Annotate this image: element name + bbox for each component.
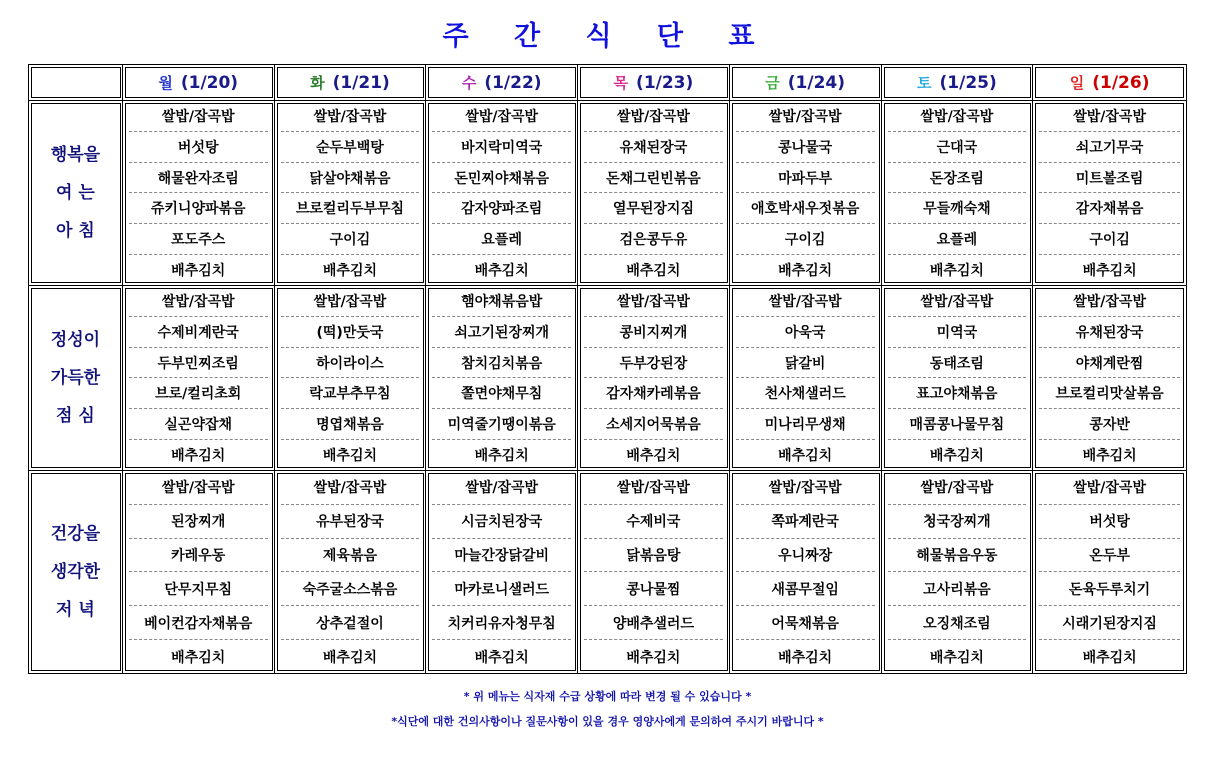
menu-item: 브로컬리두부무침 <box>281 193 420 224</box>
menu-item: 아욱국 <box>736 317 875 348</box>
menu-item: 배추김치 <box>322 448 377 465</box>
menu-item: 콩나물국 <box>736 132 875 163</box>
menu-item: 브로/컬리초회 <box>129 378 268 409</box>
meal-label-line: 아 침 <box>56 221 95 241</box>
day-header <box>1033 65 1186 100</box>
menu-item: 유부된장국 <box>281 505 420 539</box>
menu-item: 구이김 <box>736 224 875 255</box>
menu-item: 쌀밥/잡곡밥 <box>888 101 1027 132</box>
day-date: (1/21) <box>332 72 390 93</box>
day-menu-column <box>426 101 578 285</box>
meal-label-line: 가득한 <box>50 368 101 388</box>
menu-item: 닭갈비 <box>736 348 875 379</box>
menu-item: 배추김치 <box>626 649 681 666</box>
day-date: (1/26) <box>1092 72 1150 93</box>
menu-item: 새콤무절임 <box>736 572 875 606</box>
menu-item: 쌀밥/잡곡밥 <box>129 286 268 317</box>
day-header <box>730 65 882 100</box>
day-header <box>123 65 275 100</box>
day-menu-column <box>275 471 427 673</box>
menu-item: 근대국 <box>888 132 1027 163</box>
day-header <box>275 65 427 100</box>
menu-item: 배추김치 <box>929 649 984 666</box>
day-icon: 화 <box>310 74 325 92</box>
menu-item: 닭살야채볶음 <box>281 163 420 194</box>
menu-item: 구이김 <box>281 224 420 255</box>
day-icon: 금 <box>765 74 780 92</box>
menu-item: 쌀밥/잡곡밥 <box>736 286 875 317</box>
menu-item: 미역줄기땡이볶음 <box>432 409 571 440</box>
menu-item: 배추김치 <box>322 649 377 666</box>
day-menu-column <box>1033 471 1186 673</box>
day-menu-column <box>426 471 578 673</box>
menu-item: 쌀밥/잡곡밥 <box>584 286 723 317</box>
day-date: (1/24) <box>787 72 846 93</box>
breakfast-section <box>29 101 1186 286</box>
meal-label-line: 여 는 <box>56 183 95 203</box>
menu-item: 카레우동 <box>129 539 268 573</box>
menu-item: 포도주스 <box>129 224 268 255</box>
notice-change: * 위 메뉴는 식자재 수급 상황에 따라 변경 될 수 있습니다 * <box>463 690 752 703</box>
menu-item: 제육볶음 <box>281 539 420 573</box>
day-menu-column <box>123 471 275 673</box>
day-menu-column <box>1033 286 1186 470</box>
menu-item: 감자채카레볶음 <box>584 378 723 409</box>
menu-item: 돈채그린빈볶음 <box>584 163 723 194</box>
menu-item: 바지락미역국 <box>432 132 571 163</box>
menu-item: 쌀밥/잡곡밥 <box>1039 101 1180 132</box>
menu-item: 햄야채볶음밥 <box>432 286 571 317</box>
menu-item: 배추김치 <box>626 448 681 465</box>
menu-item: 수제비국 <box>584 505 723 539</box>
meal-label-text <box>51 321 100 435</box>
menu-item: 소세지어묵볶음 <box>584 409 723 440</box>
menu-item: 무들깨숙채 <box>888 193 1027 224</box>
meal-label-text <box>51 515 100 629</box>
menu-item: 해물완자조림 <box>129 163 268 194</box>
menu-item: 배추김치 <box>929 263 984 280</box>
lunch-section <box>29 286 1186 471</box>
menu-item: 시금치된장국 <box>432 505 571 539</box>
menu-item: 어묵채볶음 <box>736 606 875 640</box>
dinner-section <box>29 471 1186 673</box>
menu-item: 배추김치 <box>778 263 833 280</box>
menu-item: 애호박새우젓볶음 <box>736 193 875 224</box>
meal-label-line: 정성이 <box>50 330 101 350</box>
day-icon: 토 <box>917 74 932 92</box>
menu-item: 쌀밥/잡곡밥 <box>1039 286 1180 317</box>
day-menu-column <box>426 286 578 470</box>
menu-item: 해물볶음우동 <box>888 539 1027 573</box>
corner-cell <box>29 65 123 100</box>
menu-item: 쪽파계란국 <box>736 505 875 539</box>
menu-item: 감자양파조림 <box>432 193 571 224</box>
menu-item: 표고야채볶음 <box>888 378 1027 409</box>
day-menu-column <box>882 471 1034 673</box>
day-menu-column <box>275 101 427 285</box>
menu-item: 쇠고기된장찌개 <box>432 317 571 348</box>
menu-item: 배추김치 <box>1082 649 1137 666</box>
menu-item: 콩자반 <box>1039 409 1180 440</box>
menu-item: 치커리유자청무침 <box>432 606 571 640</box>
meal-label-line: 행복을 <box>50 145 101 165</box>
day-menu-column <box>578 101 730 285</box>
menu-item: 배추김치 <box>1082 263 1137 280</box>
day-icon: 일 <box>1069 74 1085 92</box>
day-date: (1/25) <box>939 72 997 93</box>
menu-item: 쌀밥/잡곡밥 <box>584 101 723 132</box>
meal-label <box>29 101 123 285</box>
page-title: 주 간 식 단 표 <box>442 21 773 52</box>
menu-item: 마파두부 <box>736 163 875 194</box>
meal-label-line: 생각한 <box>50 562 101 582</box>
day-menu-column <box>275 286 427 470</box>
menu-item: 유채된장국 <box>584 132 723 163</box>
menu-item: 쫄면야채무침 <box>432 378 571 409</box>
menu-item: 배추김치 <box>171 263 226 280</box>
menu-item: 구이김 <box>1039 224 1180 255</box>
day-icon: 월 <box>158 74 173 92</box>
day-menu-column <box>1033 101 1186 285</box>
menu-item: 실곤약잡채 <box>129 409 268 440</box>
menu-item: 배추김치 <box>171 448 226 465</box>
day-menu-column <box>578 471 730 673</box>
menu-item: 쌀밥/잡곡밥 <box>584 471 723 505</box>
menu-item: 쌀밥/잡곡밥 <box>432 471 571 505</box>
menu-item: 배추김치 <box>474 448 529 465</box>
menu-item: 양배추샐러드 <box>584 606 723 640</box>
menu-item: 쇠고기무국 <box>1039 132 1180 163</box>
menu-item: 돈민찌야채볶음 <box>432 163 571 194</box>
menu-item: 된장찌개 <box>129 505 268 539</box>
menu-item: 숙주굴소스볶음 <box>281 572 420 606</box>
day-menu-column <box>730 286 882 470</box>
menu-item: 배추김치 <box>1082 448 1137 465</box>
menu-item: 브로컬리맛살볶음 <box>1039 378 1180 409</box>
meal-label-text <box>51 136 100 250</box>
menu-item: 돈장조림 <box>888 163 1027 194</box>
menu-item: 쌀밥/잡곡밥 <box>129 471 268 505</box>
menu-item: 요플레 <box>432 224 571 255</box>
menu-item: 수제비계란국 <box>129 317 268 348</box>
meal-label-line: 저 녁 <box>56 600 95 620</box>
day-menu-column <box>123 286 275 470</box>
menu-item: 시래기된장지짐 <box>1039 606 1180 640</box>
day-date: (1/22) <box>484 72 542 93</box>
day-date: (1/23) <box>636 72 694 93</box>
menu-item: 미나리무생채 <box>736 409 875 440</box>
menu-item: 유채된장국 <box>1039 317 1180 348</box>
menu-item: 배추김치 <box>778 649 833 666</box>
menu-item: 베이컨감자채볶음 <box>129 606 268 640</box>
menu-item: 돈육두루치기 <box>1039 572 1180 606</box>
menu-item: 배추김치 <box>474 263 529 280</box>
menu-item: 미트볼조림 <box>1039 163 1180 194</box>
day-icon: 목 <box>613 74 629 92</box>
menu-item: 배추김치 <box>322 263 377 280</box>
menu-item: 마카로니샐러드 <box>432 572 571 606</box>
menu-item: 우니짜장 <box>736 539 875 573</box>
menu-item: 두부강된장 <box>584 348 723 379</box>
day-header <box>426 65 578 100</box>
menu-item: 쌀밥/잡곡밥 <box>1039 471 1180 505</box>
menu-item: 배추김치 <box>929 448 984 465</box>
menu-item: 하이라이스 <box>281 348 420 379</box>
menu-item: 쌀밥/잡곡밥 <box>888 471 1027 505</box>
day-menu-column <box>123 101 275 285</box>
weekly-menu-table <box>28 64 1187 674</box>
day-menu-column <box>730 101 882 285</box>
menu-item: 고사리볶음 <box>888 572 1027 606</box>
menu-item: 상추겉절이 <box>281 606 420 640</box>
menu-item: 열무된장지짐 <box>584 193 723 224</box>
day-icon: 수 <box>461 74 477 92</box>
menu-item: 쥬키니양파볶음 <box>129 193 268 224</box>
menu-item: 야채계란찜 <box>1039 348 1180 379</box>
menu-item: 쌀밥/잡곡밥 <box>736 471 875 505</box>
menu-item: 순두부백탕 <box>281 132 420 163</box>
menu-item: 단무지무침 <box>129 572 268 606</box>
menu-item: 두부민찌조림 <box>129 348 268 379</box>
menu-item: 동태조림 <box>888 348 1027 379</box>
meal-label <box>29 471 123 673</box>
menu-item: 버섯탕 <box>1039 505 1180 539</box>
menu-item: 검은콩두유 <box>584 224 723 255</box>
day-menu-column <box>882 101 1034 285</box>
menu-item: 배추김치 <box>778 448 833 465</box>
menu-item: 명엽채볶음 <box>281 409 420 440</box>
day-date: (1/20) <box>180 72 239 93</box>
menu-item: 콩나물찜 <box>584 572 723 606</box>
menu-item: 버섯탕 <box>129 132 268 163</box>
menu-item: 쌀밥/잡곡밥 <box>129 101 268 132</box>
day-menu-column <box>578 286 730 470</box>
menu-item: 쌀밥/잡곡밥 <box>432 101 571 132</box>
menu-item: 배추김치 <box>171 649 226 666</box>
day-header <box>578 65 730 100</box>
day-menu-column <box>882 286 1034 470</box>
menu-item: 천사채샐러드 <box>736 378 875 409</box>
menu-item: 온두부 <box>1039 539 1180 573</box>
menu-item: 미역국 <box>888 317 1027 348</box>
menu-item: (떡)만둣국 <box>281 317 420 348</box>
menu-item: 쌀밥/잡곡밥 <box>281 471 420 505</box>
menu-item: 쌀밥/잡곡밥 <box>888 286 1027 317</box>
menu-item: 쌀밥/잡곡밥 <box>281 101 420 132</box>
menu-item: 배추김치 <box>474 649 529 666</box>
meal-label <box>29 286 123 470</box>
day-menu-column <box>730 471 882 673</box>
menu-item: 배추김치 <box>626 263 681 280</box>
menu-item: 락교부추무침 <box>281 378 420 409</box>
menu-item: 마늘간장닭갈비 <box>432 539 571 573</box>
menu-item: 매콤콩나물무침 <box>888 409 1027 440</box>
menu-item: 오징채조림 <box>888 606 1027 640</box>
day-header <box>882 65 1034 100</box>
menu-item: 감자채볶음 <box>1039 193 1180 224</box>
menu-item: 쌀밥/잡곡밥 <box>736 101 875 132</box>
menu-item: 요플레 <box>888 224 1027 255</box>
meal-label-line: 건강을 <box>50 524 101 544</box>
meal-label-line: 점 심 <box>56 406 95 426</box>
notice-contact: *식단에 대한 건의사항이나 질문사항이 있을 경우 영양사에게 문의하여 주시기 바랍니다 * <box>391 715 824 728</box>
header-row <box>29 65 1186 101</box>
menu-item: 닭볶음탕 <box>584 539 723 573</box>
menu-item: 청국장찌개 <box>888 505 1027 539</box>
menu-item: 참치김치볶음 <box>432 348 571 379</box>
menu-item: 쌀밥/잡곡밥 <box>281 286 420 317</box>
menu-item: 콩비지찌개 <box>584 317 723 348</box>
